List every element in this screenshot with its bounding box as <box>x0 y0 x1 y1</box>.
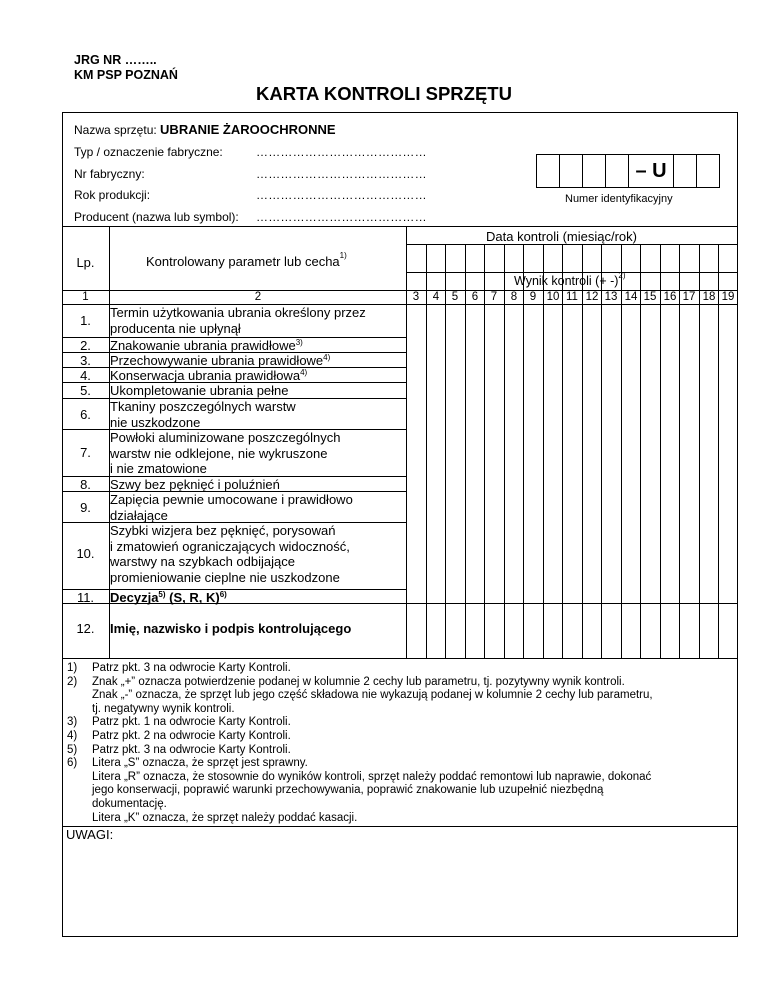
row-footnote-ref: 4) <box>300 368 308 377</box>
id-cell[interactable] <box>537 155 560 187</box>
footnote-text: Litera „K” oznacza, że sprzęt należy poddać kasacji. <box>92 811 358 824</box>
result-column-number: 6 <box>471 291 479 303</box>
footnote-number: 4) <box>67 730 78 742</box>
remarks-label: UWAGI: <box>66 827 114 842</box>
equipment-name-value: UBRANIE ŻAROOCHRONNE <box>160 122 336 137</box>
date-cells-line <box>406 272 738 273</box>
result-column-number: 13 <box>604 291 618 303</box>
decision-options-footnote-ref: 6) <box>219 590 227 599</box>
footnote-text: Patrz pkt. 1 na odwrocie Karty Kontroli. <box>92 716 291 729</box>
equipment-name-label: Nazwa sprzętu: <box>74 123 157 137</box>
result-column-number: 18 <box>702 291 716 303</box>
footnote <box>62 716 738 730</box>
row-number: 8. <box>80 476 91 492</box>
result-column-divider <box>718 244 719 658</box>
result-column-divider <box>699 244 700 658</box>
footnote-text: Litera „S” oznacza, że sprzęt jest sprawny. <box>92 757 308 770</box>
row-parameter-line: warstw nie odklejone, nie wykruszone <box>110 445 328 461</box>
result-column-divider <box>504 244 505 658</box>
row-parameter-line: Tkaniny poszczególnych warstw <box>110 399 296 414</box>
table-top-line <box>62 226 738 227</box>
row-parameter <box>110 590 406 606</box>
footnotes-bottom-line <box>62 826 738 827</box>
row-parameter-line: i nie zmatowione <box>110 461 207 476</box>
result-column-number: 15 <box>643 291 657 303</box>
result-column-divider <box>426 244 427 658</box>
param-header-sup: 1) <box>339 251 347 260</box>
row-parameter-line: warstwy na szybkach odbijające <box>110 554 295 569</box>
row-number: 4. <box>80 367 91 383</box>
result-column-number: 9 <box>529 291 537 303</box>
id-label: Numer identyfikacyjny <box>565 193 673 205</box>
equipment-name-row <box>74 122 336 137</box>
id-number-box <box>536 154 720 188</box>
table-bottom-line <box>62 658 738 659</box>
serial-label: Nr fabryczny: <box>74 167 145 181</box>
result-column-number: 8 <box>510 291 518 303</box>
lp-header: Lp. <box>76 255 95 270</box>
result-column-number: 19 <box>721 291 735 303</box>
result-column-number: 17 <box>682 291 696 303</box>
footnote-text: Znak „+” oznacza potwierdzenie podanej w kolumnie 2 cechy lub parametru, tj. pozytywny wynik kontroli. <box>92 675 625 688</box>
result-column-number: 14 <box>624 291 638 303</box>
result-column-divider <box>465 244 466 658</box>
footnote <box>62 744 738 758</box>
footnote-number: 3) <box>67 716 78 729</box>
row-number: 2. <box>80 337 91 353</box>
param-header <box>146 251 347 269</box>
row-parameter-line: działające <box>110 507 168 523</box>
footnote-text: Znak „-” oznacza, że sprzęt lub jego część składowa nie wykazują podanej w kolumnie 2 cechy lub parametru, <box>92 689 653 702</box>
year-label: Rok produkcji: <box>74 188 151 202</box>
footnote-text: Patrz pkt. 3 na odwrocie Karty Kontroli. <box>92 662 291 674</box>
result-column-divider <box>582 244 583 658</box>
serial-field[interactable]: …………………………………… <box>256 167 427 181</box>
id-cell[interactable] <box>697 155 719 187</box>
result-column-number: 3 <box>412 291 420 303</box>
result-column-number: 10 <box>546 291 560 303</box>
type-field[interactable]: …………………………………… <box>256 145 427 159</box>
footnote <box>62 662 738 676</box>
result-column-number: 4 <box>432 291 440 303</box>
row-parameter-line: nie uszkodzone <box>110 414 201 430</box>
footnote-number: 1) <box>67 662 78 674</box>
row-parameter-line: i zmatowień ograniczających widoczność, <box>110 538 350 554</box>
footnote-text: Litera „R” oznacza, że stosownie do wyników kontroli, sprzęt należy poddać remontowi lub naprawie, dokonać <box>92 770 652 783</box>
decision-footnote-ref: 5) <box>158 590 166 599</box>
row-parameter-line: Imię, nazwisko i podpis kontrolującego <box>110 621 352 636</box>
id-cell[interactable] <box>674 155 697 187</box>
column-number-2: 2 <box>254 291 262 303</box>
row-parameter-line: Ukompletowanie ubrania pełne <box>110 383 289 398</box>
row-parameter <box>110 523 406 585</box>
row-parameter-line: Termin użytkowania ubrania określony przez <box>110 305 366 320</box>
result-column-number: 12 <box>585 291 599 303</box>
result-column-divider <box>660 244 661 658</box>
footnote <box>62 676 738 717</box>
row-parameter-text: Konserwacja ubrania prawidłowa <box>110 368 301 383</box>
row-number: 1. <box>80 312 91 328</box>
footnote-text: jego konserwacji, poprawić warunki przechowywania, poprawić znakowanie lub uzupełnić niezbędną <box>92 784 604 797</box>
year-field[interactable]: …………………………………… <box>256 188 427 202</box>
row-parameter-text: Przechowywanie ubrania prawidłowe <box>110 353 324 368</box>
row-parameter <box>110 383 406 399</box>
id-cell[interactable] <box>560 155 583 187</box>
row-footnote-ref: 3) <box>295 338 303 347</box>
result-column-divider <box>445 244 446 658</box>
decision-options: (S, R, K) <box>165 590 220 605</box>
km-psp-label: KM PSP POZNAŃ <box>74 68 178 82</box>
result-column-divider <box>640 244 641 658</box>
row-number: 12. <box>76 621 95 636</box>
result-column-divider <box>484 244 485 658</box>
result-column-divider <box>562 244 563 658</box>
row-parameter <box>110 399 406 430</box>
row-parameter <box>110 492 406 523</box>
row-number: 7. <box>80 445 91 461</box>
type-label: Typ / oznaczenie fabryczne: <box>74 145 223 159</box>
page-title: KARTA KONTROLI SPRZĘTU <box>256 83 512 104</box>
result-column-number: 5 <box>451 291 459 303</box>
result-column-divider <box>621 244 622 658</box>
row-parameter-text: Znakowanie ubrania prawidłowe <box>110 338 296 353</box>
row-number: 9. <box>80 499 91 515</box>
row-parameter-line: Szybki wizjera bez pęknięć, porysowań <box>110 523 336 538</box>
footnote-number: 2) <box>67 675 78 688</box>
result-header <box>514 271 626 288</box>
footnote-number: 5) <box>67 743 78 756</box>
result-column-number: 7 <box>490 291 498 303</box>
result-column-number: 16 <box>663 291 677 303</box>
producer-field[interactable]: …………………………………… <box>256 210 427 224</box>
date-header-line <box>406 244 738 245</box>
decision-line <box>110 590 406 606</box>
id-dash-u: – U <box>629 155 674 187</box>
row-parameter <box>110 305 406 336</box>
row-parameter-line: producenta nie upłynął <box>110 320 241 336</box>
row-parameter-line: Szwy bez pęknięć i poluźnień <box>110 477 280 492</box>
result-header-text: Wynik kontroli (+ -) <box>514 274 619 288</box>
footnote-text: tj. negatywny wynik kontroli. <box>92 702 235 715</box>
row-parameter-line: Zapięcia pewnie umocowane i prawidłowo <box>110 492 353 507</box>
row-number: 5. <box>80 382 91 398</box>
row-parameter <box>110 621 406 637</box>
id-cell[interactable] <box>583 155 606 187</box>
footnote-number: 6) <box>67 757 78 770</box>
result-column-divider <box>601 244 602 658</box>
row-number: 11. <box>76 589 95 605</box>
row-number: 3. <box>80 352 91 368</box>
date-header: Data kontroli (miesiąc/rok) <box>486 229 637 244</box>
footnote-text: dokumentację. <box>92 797 167 810</box>
footnote <box>62 757 738 825</box>
row-parameter <box>110 430 406 477</box>
row-number: 6. <box>80 406 91 422</box>
producer-label: Producent (nazwa lub symbol): <box>74 210 239 224</box>
footnote-text: Patrz pkt. 3 na odwrocie Karty Kontroli. <box>92 743 291 756</box>
id-cell[interactable] <box>606 155 629 187</box>
row-number: 10. <box>76 546 95 561</box>
row-footnote-ref: 4) <box>323 353 331 362</box>
decision-label: Decyzja <box>110 590 159 605</box>
result-column-divider <box>543 244 544 658</box>
footnote-text: Patrz pkt. 2 na odwrocie Karty Kontroli. <box>92 730 291 742</box>
footnote <box>62 730 738 744</box>
result-header-sup: 2) <box>618 271 626 280</box>
result-column-divider <box>679 244 680 658</box>
row-parameter-line: Powłoki aluminizowane poszczególnych <box>110 430 341 445</box>
result-column-number: 11 <box>566 291 578 303</box>
result-column-divider <box>523 244 524 658</box>
row-parameter-line: promieniowanie cieplne nie uszkodzone <box>110 569 340 585</box>
jrg-number: JRG NR …….. <box>74 53 157 67</box>
param-header-text: Kontrolowany parametr lub cecha <box>146 254 340 269</box>
column-number-1: 1 <box>82 291 89 303</box>
